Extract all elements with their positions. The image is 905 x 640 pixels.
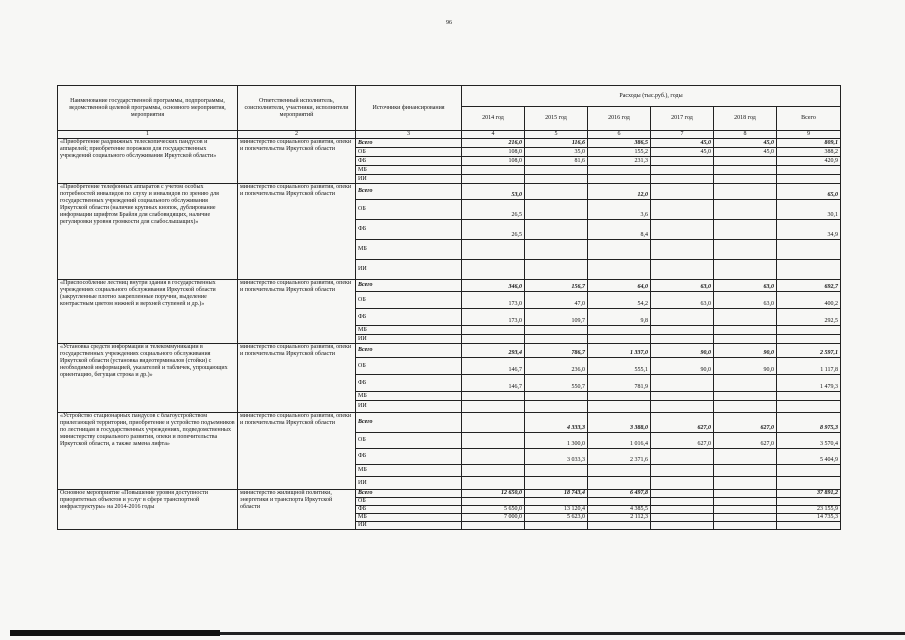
year-value: 1 337,0 [588, 344, 651, 358]
year-value: 63,0 [714, 292, 777, 309]
year-value: 45,0 [651, 148, 714, 157]
header-year: 2018 год [714, 107, 777, 131]
year-value [714, 326, 777, 335]
funding-source: ОБ [356, 148, 462, 157]
header-expenses: Расходы (тыс.руб.), годы [462, 86, 841, 107]
year-value: 216,0 [462, 139, 525, 148]
year-value: 156,7 [525, 280, 588, 292]
total-value [777, 498, 841, 506]
year-value [462, 166, 525, 175]
year-value [651, 326, 714, 335]
funding-source: МБ [356, 465, 462, 477]
year-value: 1 016,4 [588, 433, 651, 449]
funding-source: ОБ [356, 358, 462, 375]
funding-source: ИИ [356, 522, 462, 530]
year-value: 346,0 [462, 280, 525, 292]
year-value [651, 401, 714, 413]
funding-source: Всего [356, 413, 462, 433]
year-value: 6 497,8 [588, 490, 651, 498]
year-value: 53,0 [462, 184, 525, 200]
funding-source: ОБ [356, 498, 462, 506]
total-value [777, 392, 841, 401]
year-value [714, 335, 777, 344]
year-value: 12,0 [588, 184, 651, 200]
total-value: 692,7 [777, 280, 841, 292]
table-row [58, 184, 841, 200]
header-source: Источники финансирования [356, 86, 462, 131]
year-value [714, 506, 777, 514]
funding-source: Всего [356, 139, 462, 148]
year-value [651, 522, 714, 530]
funding-source: Всего [356, 184, 462, 200]
total-value: 34,9 [777, 220, 841, 240]
year-value [525, 477, 588, 490]
total-value: 65,0 [777, 184, 841, 200]
year-value: 4 385,5 [588, 506, 651, 514]
activity-name: «Установка средств информации и телекоммуникации в государственных учреждениях социального обслуживания Иркутской области (установка видеотерминалов (стойки) с необходимой информацией, указателей и табличек, упрощающих ориентацию, бегущая строка и др.)» [58, 344, 238, 413]
year-value [651, 166, 714, 175]
funding-source: Всего [356, 344, 462, 358]
year-value: 231,3 [588, 157, 651, 166]
year-value: 108,0 [462, 157, 525, 166]
total-value: 420,9 [777, 157, 841, 166]
year-value: 45,0 [651, 139, 714, 148]
year-value [714, 220, 777, 240]
column-number: 7 [651, 131, 714, 139]
total-value [777, 260, 841, 280]
year-value: 555,1 [588, 358, 651, 375]
total-value: 5 404,9 [777, 449, 841, 465]
year-value: 108,0 [462, 148, 525, 157]
year-value: 64,0 [588, 280, 651, 292]
year-value: 13 120,4 [525, 506, 588, 514]
year-value: 47,0 [525, 292, 588, 309]
year-value [588, 240, 651, 260]
funding-source: МБ [356, 514, 462, 522]
header-year: 2017 год [651, 107, 714, 131]
funding-source: ФБ [356, 220, 462, 240]
funding-source: ФБ [356, 309, 462, 326]
year-value [714, 401, 777, 413]
year-value [714, 490, 777, 498]
year-value [462, 260, 525, 280]
year-value [462, 326, 525, 335]
year-value: 109,7 [525, 309, 588, 326]
funding-source: ФБ [356, 375, 462, 392]
header-executor: Ответственный исполнитель, соисполнители, участники, исполнители мероприятий [238, 86, 356, 131]
funding-source: ФБ [356, 157, 462, 166]
header-year: 2015 год [525, 107, 588, 131]
year-value: 90,0 [651, 358, 714, 375]
activity-executor: министерство социального развития, опеки и попечительства Иркутской области [238, 413, 356, 490]
funding-source: МБ [356, 326, 462, 335]
year-value [525, 335, 588, 344]
year-value [588, 477, 651, 490]
total-value: 14 735,3 [777, 514, 841, 522]
column-number: 4 [462, 131, 525, 139]
year-value: 90,0 [651, 344, 714, 358]
year-value [714, 157, 777, 166]
year-value: 627,0 [714, 433, 777, 449]
funding-source: ИИ [356, 175, 462, 184]
year-value [588, 498, 651, 506]
activity-name: «Устройство стационарных пандусов с благоустройством прилегающей территории, приобретение и устройство подъемников по лестницам в государственных учреждениях, подведомственных министерству социального развития, опеки и попечительства Иркутской области, а также замена лифта» [58, 413, 238, 490]
year-value [588, 335, 651, 344]
year-value: 26,5 [462, 220, 525, 240]
year-value [651, 449, 714, 465]
year-value [462, 175, 525, 184]
year-value: 63,0 [651, 280, 714, 292]
total-value [777, 175, 841, 184]
header-name: Наименование государственной программы, подпрограммы, ведомственной целевой программы, основного мероприятия, мероприятия [58, 86, 238, 131]
total-value [777, 335, 841, 344]
year-value [651, 175, 714, 184]
page-number: 96 [446, 20, 452, 26]
year-value [462, 465, 525, 477]
total-value: 400,2 [777, 292, 841, 309]
activity-name: «Приобретение телефонных аппаратов с учетом особых потребностей инвалидов по слуху и инвалидов по зрению для государственных учреждений социального обслуживания Иркутской области (наличие крупных кнопок, дублирование информации шрифтом Брайля для слабовидящих, наличие регулировки уровня громкости для слабослышащих)» [58, 184, 238, 280]
year-value [462, 392, 525, 401]
year-value: 550,7 [525, 375, 588, 392]
year-value: 2 112,3 [588, 514, 651, 522]
year-value: 18 743,4 [525, 490, 588, 498]
year-value: 116,6 [525, 139, 588, 148]
year-value: 90,0 [714, 344, 777, 358]
year-value: 5 623,0 [525, 514, 588, 522]
year-value: 173,0 [462, 292, 525, 309]
year-value: 63,0 [714, 280, 777, 292]
funding-source: ФБ [356, 506, 462, 514]
total-value: 1 117,8 [777, 358, 841, 375]
year-value: 8,4 [588, 220, 651, 240]
year-value [588, 326, 651, 335]
year-value: 386,5 [588, 139, 651, 148]
column-number: 3 [356, 131, 462, 139]
activity-executor: министерство жилищной политики, энергетики и транспорта Иркутской области [238, 490, 356, 530]
year-value: 3 033,3 [525, 449, 588, 465]
year-value [525, 166, 588, 175]
year-value [525, 401, 588, 413]
year-value [714, 309, 777, 326]
total-value [777, 326, 841, 335]
year-value [462, 401, 525, 413]
total-value [777, 522, 841, 530]
year-value [525, 326, 588, 335]
total-value: 2 597,1 [777, 344, 841, 358]
total-value [777, 477, 841, 490]
table-row [58, 344, 841, 358]
year-value: 146,7 [462, 375, 525, 392]
year-value [525, 392, 588, 401]
year-value: 2 371,6 [588, 449, 651, 465]
total-value: 37 891,2 [777, 490, 841, 498]
year-value [588, 522, 651, 530]
year-value [462, 240, 525, 260]
year-value [462, 449, 525, 465]
year-value [525, 260, 588, 280]
year-value [525, 200, 588, 220]
table-row [58, 413, 841, 433]
year-value [714, 375, 777, 392]
year-value [714, 200, 777, 220]
year-value: 26,5 [462, 200, 525, 220]
year-value [588, 260, 651, 280]
header-year: 2014 год [462, 107, 525, 131]
year-value [462, 477, 525, 490]
funding-source: Всего [356, 280, 462, 292]
year-value: 54,2 [588, 292, 651, 309]
year-value [714, 392, 777, 401]
activity-name: «Приобретение раздвижных телескопических пандусов и аппарелей; приобретение порожков для государственных учреждений социального обслуживания Иркутской области» [58, 139, 238, 184]
year-value [651, 490, 714, 498]
total-value: 30,1 [777, 200, 841, 220]
total-value: 3 570,4 [777, 433, 841, 449]
funding-source: ИИ [356, 477, 462, 490]
year-value: 5 650,0 [462, 506, 525, 514]
year-value [588, 175, 651, 184]
column-number: 1 [58, 131, 238, 139]
column-number: 5 [525, 131, 588, 139]
year-value: 781,9 [588, 375, 651, 392]
year-value [651, 157, 714, 166]
year-value [651, 465, 714, 477]
year-value [714, 166, 777, 175]
year-value [714, 522, 777, 530]
year-value [714, 260, 777, 280]
year-value [588, 392, 651, 401]
year-value: 45,0 [714, 139, 777, 148]
total-value: 1 479,3 [777, 375, 841, 392]
year-value [525, 465, 588, 477]
year-value: 12 650,0 [462, 490, 525, 498]
column-number: 6 [588, 131, 651, 139]
year-value [462, 433, 525, 449]
year-value [651, 260, 714, 280]
year-value: 627,0 [714, 413, 777, 433]
total-value: 292,5 [777, 309, 841, 326]
year-value: 9,8 [588, 309, 651, 326]
year-value [651, 184, 714, 200]
year-value [651, 240, 714, 260]
year-value [525, 240, 588, 260]
funding-source: ИИ [356, 260, 462, 280]
year-value: 90,0 [714, 358, 777, 375]
year-value [651, 375, 714, 392]
year-value [651, 309, 714, 326]
table-row [58, 490, 841, 498]
funding-source: МБ [356, 166, 462, 175]
year-value [462, 335, 525, 344]
year-value: 786,7 [525, 344, 588, 358]
year-value [651, 220, 714, 240]
activity-executor: министерство социального развития, опеки и попечительства Иркутской области [238, 139, 356, 184]
year-value [525, 522, 588, 530]
year-value [588, 166, 651, 175]
table-row [58, 280, 841, 292]
year-value: 63,0 [651, 292, 714, 309]
year-value [714, 465, 777, 477]
column-number: 2 [238, 131, 356, 139]
year-value [651, 514, 714, 522]
year-value [651, 477, 714, 490]
total-value: 809,1 [777, 139, 841, 148]
funding-source: Всего [356, 490, 462, 498]
total-value: 8 975,3 [777, 413, 841, 433]
year-value [714, 449, 777, 465]
total-value [777, 240, 841, 260]
total-value: 388,2 [777, 148, 841, 157]
year-value: 146,7 [462, 358, 525, 375]
activity-name: «Приспособление лестниц внутри здания в государственных учреждениях социального обслуживания Иркутской области (закругленные плотно закрепленные поручни, выделение контрастным цветом нижней и верхней ступеней и др.)» [58, 280, 238, 344]
year-value [462, 413, 525, 433]
year-value [588, 401, 651, 413]
funding-source: ФБ [356, 449, 462, 465]
header-total: Всего [777, 107, 841, 131]
funding-source: ИИ [356, 335, 462, 344]
year-value: 45,0 [714, 148, 777, 157]
year-value: 155,2 [588, 148, 651, 157]
year-value: 627,0 [651, 433, 714, 449]
year-value: 236,0 [525, 358, 588, 375]
activity-executor: министерство социального развития, опеки и попечительства Иркутской области [238, 280, 356, 344]
year-value [714, 477, 777, 490]
year-value [714, 240, 777, 260]
table-row [58, 139, 841, 148]
year-value: 1 300,0 [525, 433, 588, 449]
year-value [588, 465, 651, 477]
activity-name: Основное мероприятие «Повышение уровня доступности приоритетных объектов и услуг в сфере транспортной инфраструктуры» на 2014-2016 годы [58, 490, 238, 530]
total-value [777, 166, 841, 175]
year-value [525, 175, 588, 184]
total-value: 23 155,9 [777, 506, 841, 514]
column-number: 8 [714, 131, 777, 139]
year-value [525, 498, 588, 506]
year-value [525, 220, 588, 240]
year-value [714, 498, 777, 506]
year-value [714, 175, 777, 184]
funding-source: ОБ [356, 433, 462, 449]
year-value [462, 498, 525, 506]
year-value: 627,0 [651, 413, 714, 433]
header-year: 2016 год [588, 107, 651, 131]
funding-source: ОБ [356, 200, 462, 220]
year-value [651, 498, 714, 506]
year-value [714, 514, 777, 522]
expenses-table [57, 85, 841, 530]
year-value: 4 333,3 [525, 413, 588, 433]
activity-executor: министерство социального развития, опеки и попечительства Иркутской области [238, 344, 356, 413]
year-value [525, 184, 588, 200]
year-value [651, 200, 714, 220]
year-value: 35,0 [525, 148, 588, 157]
total-value [777, 401, 841, 413]
activity-executor: министерство социального развития, опеки и попечительства Иркутской области [238, 184, 356, 280]
year-value [651, 506, 714, 514]
year-value: 293,4 [462, 344, 525, 358]
year-value: 81,6 [525, 157, 588, 166]
scan-edge-line [220, 632, 905, 635]
total-value [777, 465, 841, 477]
funding-source: МБ [356, 240, 462, 260]
year-value [651, 392, 714, 401]
scan-edge-bar [10, 630, 220, 636]
column-number: 9 [777, 131, 841, 139]
year-value: 3 388,0 [588, 413, 651, 433]
year-value: 173,0 [462, 309, 525, 326]
year-value [462, 522, 525, 530]
funding-source: МБ [356, 392, 462, 401]
funding-source: ОБ [356, 292, 462, 309]
year-value: 3,6 [588, 200, 651, 220]
year-value: 7 000,0 [462, 514, 525, 522]
year-value [651, 335, 714, 344]
year-value [714, 184, 777, 200]
funding-source: ИИ [356, 401, 462, 413]
